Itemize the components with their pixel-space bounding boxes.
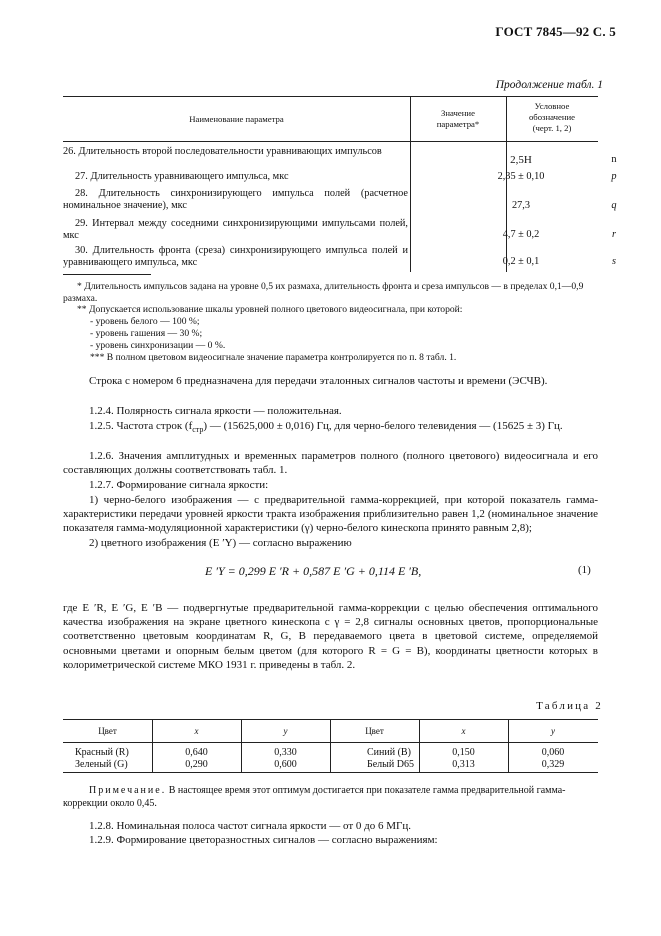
table-cell: Синий (B) bbox=[367, 747, 411, 758]
paragraph-1-2-7: 1.2.7. Формирование сигнала яркости: bbox=[89, 479, 269, 491]
value-cell: 2,5H bbox=[510, 154, 532, 166]
paragraph-1-2-8: 1.2.8. Номинальная полоса частот сигнала яркости — от 0 до 6 МГц. bbox=[89, 820, 412, 832]
col-header-value: Значение параметра* bbox=[436, 108, 480, 129]
paragraph-1-2-6: 1.2.6. Значения амплитудных и временных параметров полного (полного цветового) видеосигнала и его составляющих должны соответствовать табл. 1. bbox=[63, 450, 598, 477]
col-header: x bbox=[194, 726, 199, 736]
table-cell: 0,290 bbox=[185, 759, 208, 770]
paragraph-1-2-4: 1.2.4. Полярность сигнала яркости — положительная. bbox=[89, 405, 342, 417]
table-cell: 0,150 bbox=[452, 747, 475, 758]
footnote-rule bbox=[63, 274, 151, 275]
table-bottom-rule bbox=[63, 772, 598, 773]
paragraph-1-2-7-item-2: 2) цветного изображения (E ′Y) — согласно выражению bbox=[89, 537, 352, 549]
col-header: Цвет bbox=[98, 726, 117, 736]
note-label: Примечание. bbox=[89, 785, 167, 796]
footnote-1: * Длительность импульсов задана на уровне 0,5 их размаха, длительность фронта и среза импульсов — в пределах 0,1—0,9 размаха. bbox=[63, 281, 584, 304]
col-header-symbol: Условное обозначение (черт. 1, 2) bbox=[528, 101, 576, 133]
table-top-rule bbox=[63, 96, 598, 97]
col-header-name: Наименование параметра bbox=[189, 114, 284, 124]
page-header: ГОСТ 7845—92 С. 5 bbox=[495, 24, 616, 39]
col-header: x bbox=[461, 726, 466, 736]
table-cell: 0,640 bbox=[185, 747, 208, 758]
table-cell: 0,060 bbox=[541, 747, 565, 758]
col-header: y bbox=[551, 726, 555, 736]
paragraph-where: где E ′R, E ′G, E ′B — подвергнутые предварительной гамма-коррекции с целью обеспечения оптимального качества изображения на экране цветного кинескопа с γ = 2,8 сигналы основных цветов, пропорциональные соответственно цветовым координатам R, G, B передаваемого цвета в цветовой системе, определяемой основными цветами и опорным белым цветом (для которого R = G = B), координаты цветности которых в колориметрической системе МКО 1931 г. приведены в табл. 2. bbox=[63, 602, 598, 671]
footnote-2-item: - уровень синхронизации — 0 %. bbox=[90, 340, 226, 351]
table-cell: 0,600 bbox=[274, 759, 297, 770]
table-header-rule bbox=[63, 141, 598, 142]
table-cell: Зеленый (G) bbox=[75, 759, 128, 770]
paragraph-1-2-5: 1.2.5. Частота строк $(f_{стр})$ — (15625,000 ± 0,016) Гц, для черно-белого телевидения — (15625 ± 3) Гц. bbox=[89, 420, 563, 435]
formula-number: (1) bbox=[578, 564, 591, 576]
note: Примечание. В настоящее время этот оптимум достигается при показателе гамма предварительной гамма-коррекции около 0,45. bbox=[63, 785, 566, 809]
footnote-2-item: - уровень белого — 100 %; bbox=[90, 316, 200, 327]
footnote-2-item: - уровень гашения — 30 %; bbox=[90, 328, 203, 339]
table-cell: 0,329 bbox=[541, 759, 565, 770]
table-continuation-label: Продолжение табл. 1 bbox=[495, 79, 603, 91]
paragraph-row6: Строка с номером 6 предназначена для передачи эталонных сигналов частоты и времени (ЭСЧВ). bbox=[89, 375, 548, 387]
footnote-3: *** В полном цветовом видеосигнале значение параметра контролируется по п. 8 табл. 1. bbox=[90, 352, 457, 363]
paragraph-1-2-9: 1.2.9. Формирование цветоразностных сигналов — согласно выражениям: bbox=[89, 834, 438, 846]
table-2-caption: Таблица 2 bbox=[536, 700, 603, 712]
footnote-2: ** Допускается использование шкалы уровней полного цветового видеосигнала, при которой: bbox=[77, 304, 463, 315]
formula-1: E ′Y = 0,299 E ′R + 0,587 E ′G + 0,114 E ′B, bbox=[205, 564, 422, 578]
table-cell: Белый D65 bbox=[367, 759, 414, 770]
table-cell: 0,330 bbox=[274, 747, 297, 758]
table-cell: Красный (R) bbox=[75, 747, 129, 758]
col-header: y bbox=[283, 726, 288, 736]
paragraph-1-2-7-item-1: 1) черно-белого изображения — с предварительной гамма-коррекцией, при которой показатель гамма-характеристики передачи уровней яркости тракта изображения приблизительно равен 1,2 (номинальное значение показателя гамма-модуляционной характеристики (γ) черно-белого кинескопа принято равным 2,8); bbox=[63, 494, 598, 535]
col-header: Цвет bbox=[365, 726, 384, 736]
table-cell: 0,313 bbox=[452, 759, 475, 770]
